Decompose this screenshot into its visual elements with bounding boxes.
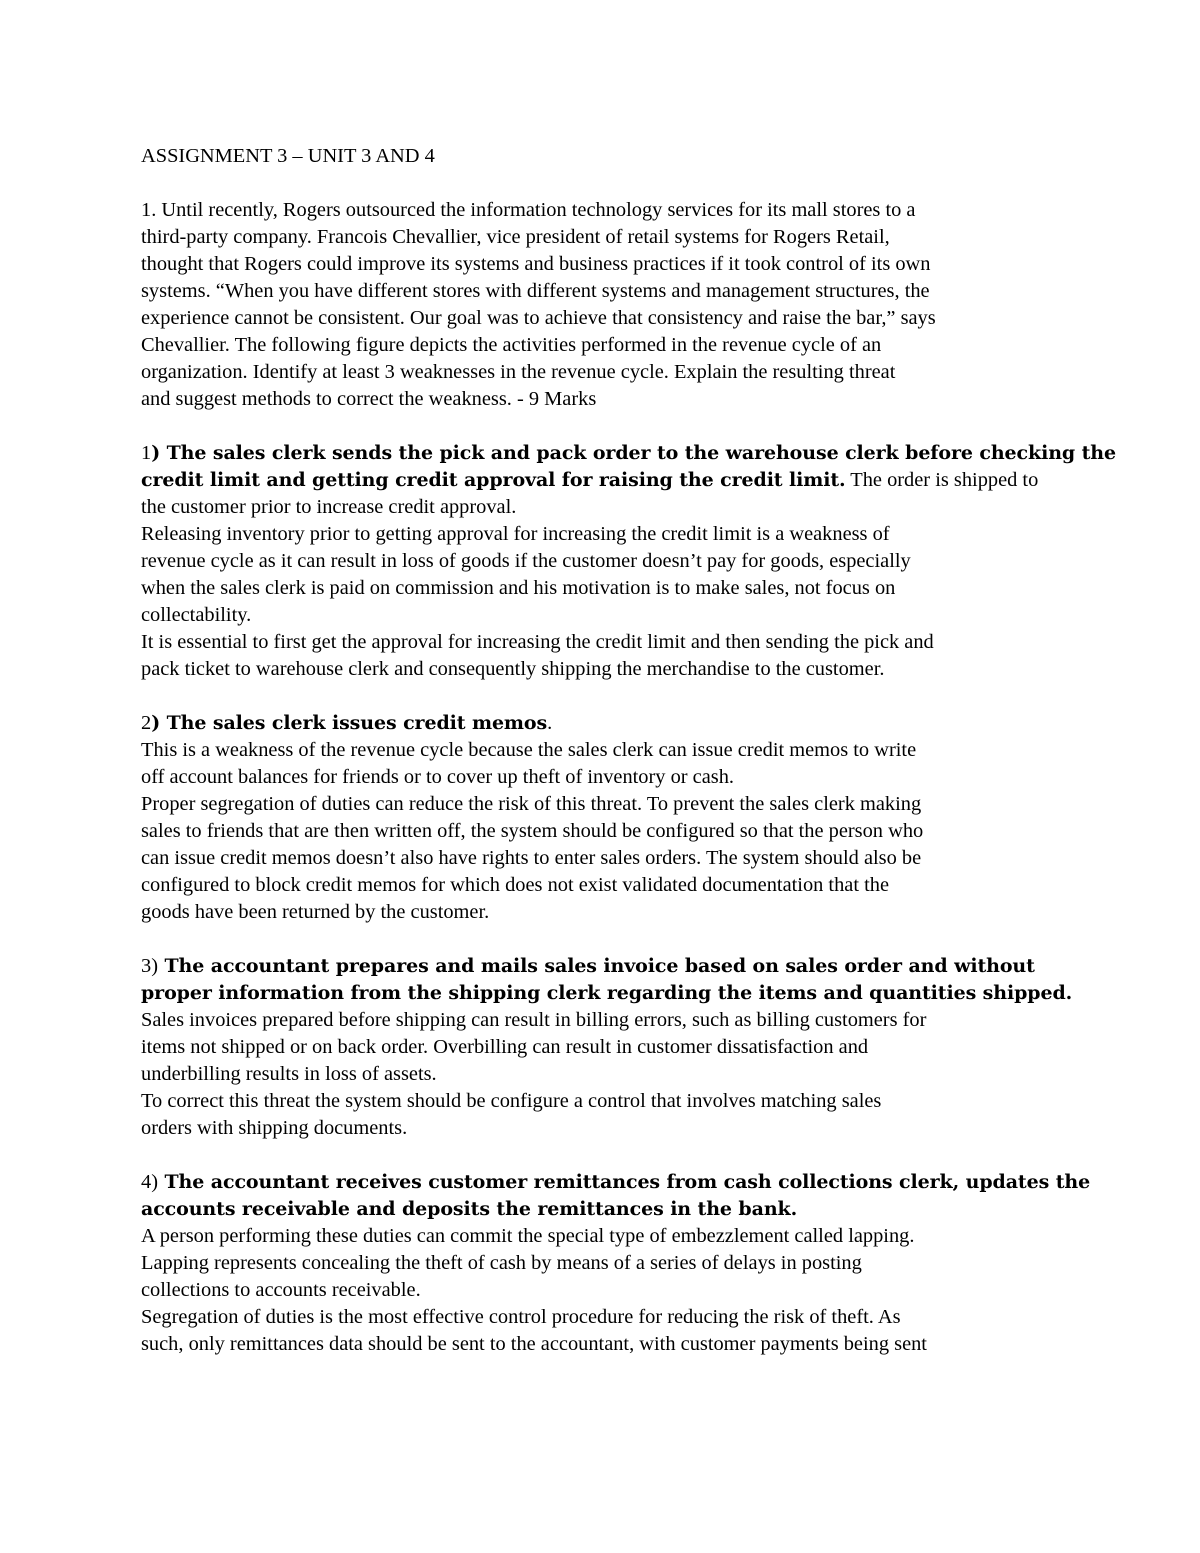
question-line: thought that Rogers could improve its systems and business practices if it took control of its own <box>141 253 931 275</box>
answer-text: Proper segregation of duties can reduce the risk of this threat. To prevent the sales clerk making <box>141 793 922 815</box>
answer-number: 3) <box>141 955 158 977</box>
answer-text: Lapping represents concealing the theft of cash by means of a series of delays in posting <box>141 1252 862 1274</box>
answer-heading <box>141 467 1066 494</box>
answer-text: To correct this threat the system should be configure a control that involves matching sales <box>141 1090 882 1112</box>
answer-section-3 <box>141 953 1073 1142</box>
question-line: 1. Until recently, Rogers outsourced the information technology services for its mall stores to a <box>141 199 916 221</box>
answer-heading <box>141 440 1116 467</box>
question-line: Chevallier. The following figure depicts the activities performed in the revenue cycle of an <box>141 334 882 356</box>
answer-text: pack ticket to warehouse clerk and consequently shipping the merchandise to the customer. <box>141 658 885 680</box>
answer-text: The order is shipped to <box>845 469 1039 491</box>
answer-text: This is a weakness of the revenue cycle because the sales clerk can issue credit memos to write <box>141 739 917 761</box>
answer-weakness-heading: The accountant prepares and mails sales invoice based on sales order and without <box>158 955 1035 977</box>
answer-weakness-heading: accounts receivable and deposits the remittances in the bank. <box>141 1198 798 1220</box>
answer-text: Segregation of duties is the most effective control procedure for reducing the risk of theft. As <box>141 1306 901 1328</box>
question-line: systems. “When you have different stores with different systems and management structures, the <box>141 280 930 302</box>
answer-text: Sales invoices prepared before shipping can result in billing errors, such as billing customers for <box>141 1009 927 1031</box>
answer-heading <box>141 1169 1091 1196</box>
document-title: ASSIGNMENT 3 – UNIT 3 AND 4 <box>141 145 435 167</box>
answer-text: A person performing these duties can commit the special type of embezzlement called lapping. <box>141 1225 915 1247</box>
answer-weakness-heading: ) The sales clerk sends the pick and pack order to the warehouse clerk before checking the <box>151 442 1116 464</box>
document-page <box>141 143 1116 1358</box>
answer-text: revenue cycle as it can result in loss of goods if the customer doesn’t pay for goods, especially <box>141 550 911 572</box>
answer-number: 4) <box>141 1171 158 1193</box>
answer-text: sales to friends that are then written off, the system should be configured so that the person who <box>141 820 924 842</box>
answer-text: Releasing inventory prior to getting approval for increasing the credit limit is a weakness of <box>141 523 890 545</box>
answer-text: items not shipped or on back order. Overbilling can result in customer dissatisfaction and <box>141 1036 869 1058</box>
answer-text: such, only remittances data should be sent to the accountant, with customer payments being sent <box>141 1333 927 1355</box>
answer-section-1 <box>141 440 1116 683</box>
answer-text: collections to accounts receivable. <box>141 1279 421 1301</box>
answer-text: . <box>547 712 553 734</box>
answer-heading <box>141 953 1066 980</box>
answer-heading <box>141 710 1066 737</box>
answer-text: the customer prior to increase credit approval. <box>141 496 517 518</box>
answer-text: off account balances for friends or to cover up theft of inventory or cash. <box>141 766 735 788</box>
answer-text: underbilling results in loss of assets. <box>141 1063 437 1085</box>
answer-weakness-heading: proper information from the shipping clerk regarding the items and quantities shipped. <box>141 982 1073 1004</box>
answer-text: It is essential to first get the approval for increasing the credit limit and then sending the pick and <box>141 631 934 653</box>
answer-number: 1 <box>141 442 152 464</box>
answer-text: configured to block credit memos for which does not exist validated documentation that the <box>141 874 890 896</box>
answer-text: goods have been returned by the customer. <box>141 901 490 923</box>
answer-text: orders with shipping documents. <box>141 1117 408 1139</box>
answer-weakness-heading: ) The sales clerk issues credit memos <box>151 712 548 734</box>
answer-text: when the sales clerk is paid on commission and his motivation is to make sales, not focus on <box>141 577 896 599</box>
answer-text: can issue credit memos doesn’t also have rights to enter sales orders. The system should also be <box>141 847 922 869</box>
answer-text: collectability. <box>141 604 252 626</box>
answer-section-4 <box>141 1169 1091 1358</box>
answer-number: 2 <box>141 712 152 734</box>
answer-weakness-heading: The accountant receives customer remittances from cash collections clerk, updates the <box>158 1171 1091 1193</box>
answer-section-2 <box>141 710 1066 926</box>
question-line: experience cannot be consistent. Our goal was to achieve that consistency and raise the bar,” says <box>141 307 936 329</box>
question-line: organization. Identify at least 3 weaknesses in the revenue cycle. Explain the resulting threat <box>141 361 896 383</box>
question-line: third-party company. Francois Chevallier, vice president of retail systems for Rogers Retail, <box>141 226 890 248</box>
answer-weakness-heading: credit limit and getting credit approval for raising the credit limit. <box>141 469 846 491</box>
question-line: and suggest methods to correct the weakness. - 9 Marks <box>141 388 597 410</box>
question-paragraph <box>141 197 1066 413</box>
